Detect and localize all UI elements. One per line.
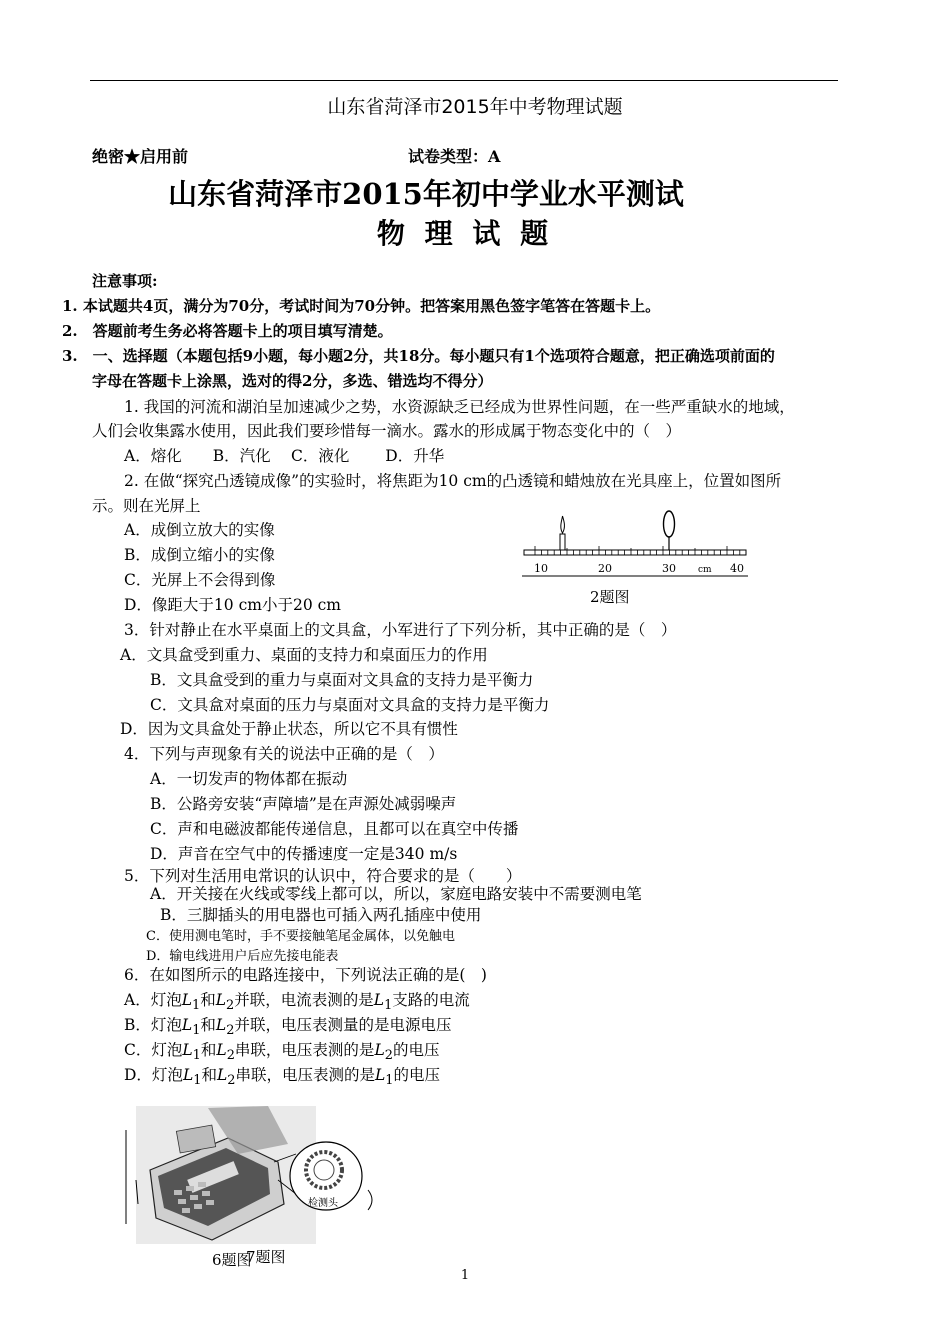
q4-option-c: C．声和电磁波都能传递信息，且都可以在真空中传播 — [150, 820, 519, 838]
q5-stem: 5．下列对生活用电常识的认识中，符合要求的是（ ） — [124, 867, 522, 885]
q3-option-d: D．因为文具盒处于静止状态，所以它不具有惯性 — [120, 720, 458, 738]
card-reader-figure — [118, 1104, 380, 1246]
q6-option-c: C．灯泡$L_1$和$L_2$串联，电压表测的是$L_2$的电压 — [124, 1041, 440, 1064]
note-1: 1. 本试题共4页，满分为70分，考试时间为70分钟。把答案用黑色签字笔答在答题卡上。 — [62, 297, 661, 315]
q6-option-d: D．灯泡$L_1$和$L_2$串联，电压表测的是$L_1$的电压 — [124, 1066, 441, 1089]
scale-label-10: 10 — [534, 562, 548, 575]
q2-stem-line2: 示。则在光屏上 — [92, 497, 201, 515]
q6-stem: 6．在如图所示的电路连接中，下列说法正确的是( ) — [124, 966, 487, 984]
optical-bench-figure — [518, 508, 754, 584]
detector-label: 检测头 — [308, 1198, 338, 1209]
q4-stem: 4．下列与声现象有关的说法中正确的是（ ） — [124, 745, 444, 763]
q1-stem-line1: 1. 我国的河流和湖泊呈加速减少之势，水资源缺乏已经成为世界性问题，在一些严重缺水的地域， — [124, 398, 795, 416]
top-rule — [90, 80, 838, 81]
notes-heading: 注意事项: — [92, 272, 158, 290]
q2-option-d: D．像距大于10 cm小于20 cm — [124, 596, 341, 614]
note-3: 3. 一、选择题（本题包括9小题，每小题2分，共18分。每小题只有1个选项符合题意，把正确选项前面的 — [62, 347, 775, 365]
page-header: 山东省菏泽市2015年中考物理试题 — [327, 96, 623, 118]
exam-subtitle: 物 理 试 题 — [376, 217, 554, 250]
note-2: 2. 答题前考生务必将答题卡上的项目填写清楚。 — [62, 322, 393, 340]
secret-label: 绝密★启用前 — [92, 147, 189, 166]
q2-option-a: A．成倒立放大的实像 — [124, 521, 275, 539]
page-number: 1 — [460, 1268, 470, 1283]
q2-option-b: B．成倒立缩小的实像 — [124, 546, 275, 564]
q5-option-c: C．使用测电笔时，手不要接触笔尾金属体，以免触电 — [146, 929, 455, 944]
candle-icon — [560, 516, 565, 550]
scale-label-20: 20 — [598, 562, 612, 575]
q2-option-c: C．光屏上不会得到像 — [124, 571, 276, 589]
paper-type: 试卷类型：A — [408, 147, 501, 166]
q4-option-b: B．公路旁安装“声障墙”是在声源处减弱噪声 — [150, 795, 457, 813]
q3-stem: 3．针对静止在水平桌面上的文具盒，小军进行了下列分析，其中正确的是（ ） — [124, 621, 677, 639]
q6-option-a: A．灯泡$L_1$和$L_2$并联，电流表测的是$L_1$支路的电流 — [124, 991, 470, 1014]
scale-label-40: 40 — [730, 562, 744, 575]
q3-option-c: C．文具盒对桌面的压力与桌面对文具盒的支持力是平衡力 — [150, 696, 550, 714]
q3-option-a: A．文具盒受到重力、桌面的支持力和桌面压力的作用 — [120, 646, 488, 664]
exam-title: 山东省菏泽市2015年初中学业水平测试 — [168, 177, 684, 211]
q5-option-b: B．三脚插头的用电器也可插入两孔插座中使用 — [160, 906, 482, 924]
scale-label-30: 30 — [662, 562, 676, 575]
q3-option-b: B．文具盒受到的重力与桌面对文具盒的支持力是平衡力 — [150, 671, 534, 689]
q2-stem-line1: 2. 在做“探究凸透镜成像”的实验时，将焦距为10 cm的凸透镜和蜡烛放在光具座上，位置如图所 — [124, 472, 782, 490]
q4-option-a: A．一切发声的物体都在振动 — [150, 770, 348, 788]
q4-option-d: D．声音在空气中的传播速度一定是340 m/s — [150, 845, 458, 863]
q7-figure-caption: 7题图 — [246, 1248, 286, 1266]
q2-figure-caption: 2题图 — [590, 588, 630, 606]
scale-unit: cm — [698, 565, 712, 575]
q5-option-a: A．开关接在火线或零线上都可以，所以，家庭电路安装中不需要测电笔 — [150, 885, 642, 903]
q6-figure-caption: 6题图 — [212, 1251, 252, 1269]
q5-option-d: D．输电线进用户后应先接电能表 — [146, 949, 339, 964]
q1-options: A．熔化 B．汽化 C．液化 D．升华 — [124, 447, 445, 465]
note-3-cont: 字母在答题卡上涂黑，选对的得2分，多选、错选均不得分） — [92, 372, 493, 390]
q6-option-b: B．灯泡$L_1$和$L_2$并联，电压表测量的是电源电压 — [124, 1016, 452, 1039]
q1-stem-line2: 人们会收集露水使用，因此我们要珍惜每一滴水。露水的形成属于物态变化中的（ ） — [92, 422, 682, 440]
lens-icon — [664, 511, 675, 550]
